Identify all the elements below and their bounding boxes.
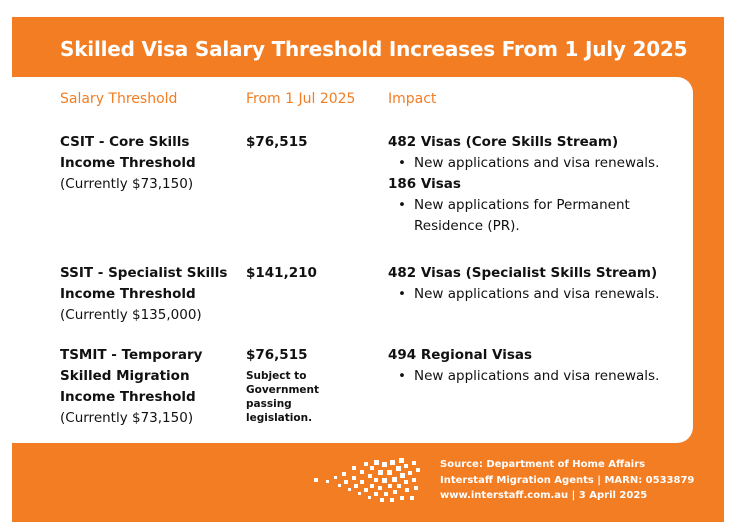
impact-bullet: • New applications and visa renewals. (388, 284, 688, 305)
threshold-name: TSMIT - Temporary (60, 347, 203, 363)
impact-bullet: • New applications and visa renewals. (388, 153, 688, 174)
threshold-name: Income Threshold (60, 389, 196, 405)
footer-agent-line: Interstaff Migration Agents | MARN: 0533879 (440, 474, 695, 486)
threshold-amount: $76,515 (246, 347, 308, 363)
impact-bullet-line: • New applications for Permanent (414, 197, 630, 213)
table-row-tsmit-amount (246, 345, 319, 425)
pixel-head-logo-icon (312, 458, 427, 503)
table-row-csit-name (60, 132, 196, 195)
note-line: passing (246, 398, 292, 410)
header-salary-threshold: Salary Threshold (60, 91, 178, 107)
table-row-csit-impact (388, 132, 688, 237)
threshold-name: Income Threshold (60, 155, 196, 171)
infographic-card (12, 17, 724, 522)
threshold-name: SSIT - Specialist Skills (60, 265, 228, 281)
threshold-name: CSIT - Core Skills (60, 134, 190, 150)
threshold-name: Skilled Migration (60, 368, 190, 384)
threshold-name: Income Threshold (60, 286, 196, 302)
impact-heading: 482 Visas (Core Skills Stream) (388, 134, 619, 150)
footer-website-line: www.interstaff.com.au | 3 April 2025 (440, 490, 648, 501)
current-value: (Currently $135,000) (60, 307, 202, 323)
table-row-tsmit-impact (388, 345, 688, 387)
note-line: legislation. (246, 412, 313, 424)
legislation-note (246, 369, 319, 425)
impact-bullet: • New applications and visa renewals. (388, 366, 688, 387)
note-line: Subject to (246, 370, 307, 382)
table-row-tsmit-name (60, 345, 202, 429)
table-row-ssit-impact (388, 263, 688, 305)
impact-heading: 186 Visas (388, 176, 461, 192)
impact-heading: 482 Visas (Specialist Skills Stream) (388, 265, 658, 281)
threshold-table (12, 77, 693, 443)
table-row-ssit-name (60, 263, 227, 326)
impact-bullet (388, 195, 688, 237)
footer-source-line: Source: Department of Home Affairs (440, 459, 646, 470)
page-title: Skilled Visa Salary Threshold Increases From 1 July 2025 (60, 37, 688, 61)
current-value: (Currently $73,150) (60, 410, 194, 426)
impact-bullet-line: Residence (PR). (414, 218, 520, 234)
table-row-csit-amount: $76,515 (246, 134, 308, 150)
table-row-ssit-amount: $141,210 (246, 265, 317, 281)
header-impact: Impact (388, 91, 437, 107)
header-from-date: From 1 Jul 2025 (246, 91, 356, 107)
footer-source (440, 457, 694, 504)
current-value: (Currently $73,150) (60, 176, 194, 192)
note-line: Government (246, 384, 320, 396)
impact-heading: 494 Regional Visas (388, 347, 533, 363)
